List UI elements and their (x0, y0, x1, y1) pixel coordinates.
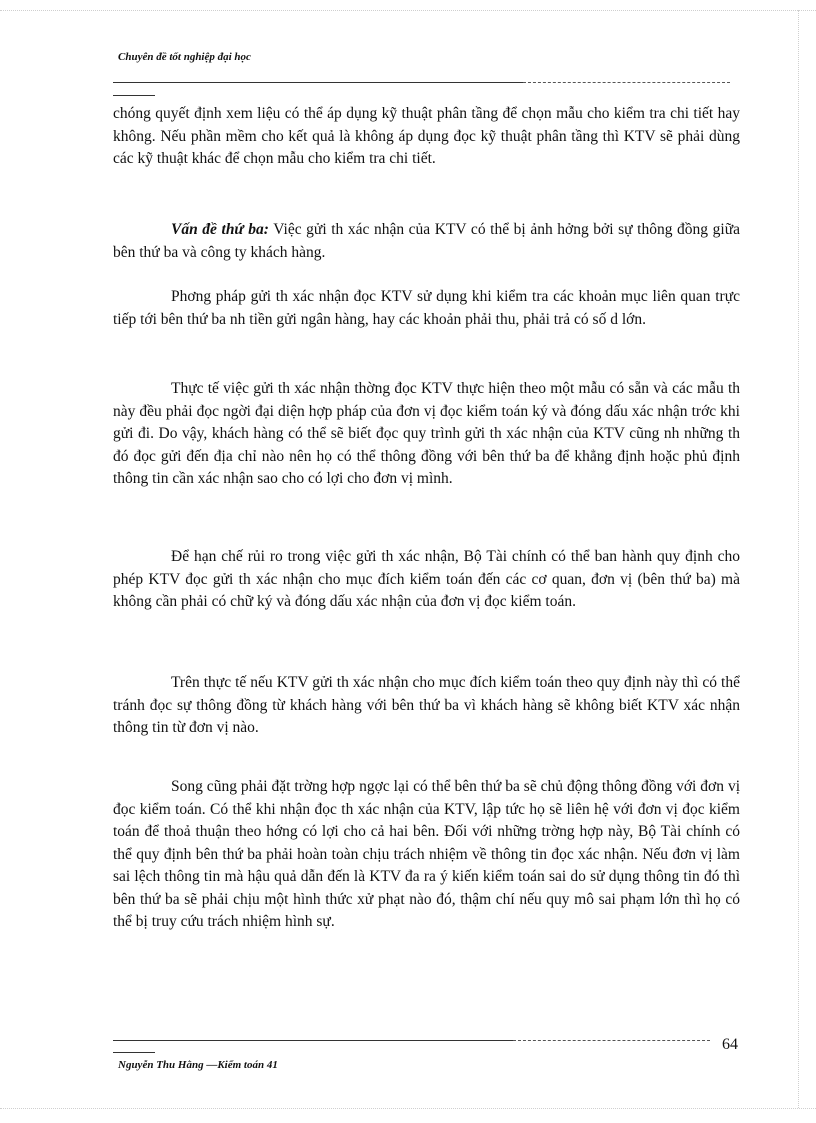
header-rule-short (113, 95, 155, 96)
paragraph-5: Để hạn chế rủi ro trong việc gửi th xác nhận, Bộ Tài chính có thể ban hành quy định cho phép KTV đọc gửi th xác nhận cho mục đích kiểm toán đến các cơ quan, đơn vị (bên thứ ba) mà không cần phải có chữ ký và đóng dấu xác nhận của đơn vị đọc kiểm toán. (113, 548, 740, 610)
footer-rule-dashed (513, 1040, 710, 1041)
footer-author: Nguyễn Thu Hằng —Kiểm toán 41 (118, 1059, 278, 1071)
footer-rule-short (113, 1052, 155, 1053)
page-edge-bottom (0, 1108, 816, 1109)
footer-rule-solid (113, 1040, 513, 1041)
page-edge-right (798, 10, 799, 1108)
paragraph-3: Phơng pháp gửi th xác nhận đọc KTV sử dụng khi kiểm tra các khoản mục liên quan trực tiếp tới bên thứ ba nh tiền gửi ngân hàng, hay các khoản phải thu, phải trả có số d lớn. (113, 288, 740, 328)
page-edge-top (0, 10, 816, 11)
paragraph-4: Thực tế việc gửi th xác nhận thờng đọc KTV thực hiện theo một mẫu có sẵn và các mẫu th này đều phải đọc ngời đại diện hợp pháp của đơn vị đọc kiểm toán ký và đóng dấu xác nhận trớc khi gửi đi. Do vậy, khách hàng có thể sẽ biết đọc quy trình gửi th xác nhận của KTV cũng nh những th đó đọc gửi đến địa chỉ nào nên họ có thể thông đồng với bên thứ ba để khẳng định hoặc phủ định thông tin cần xác nhận sao cho có lợi cho đơn vị mình. (113, 380, 740, 487)
running-header-title: Chuyên đề tốt nghiệp đại học (118, 51, 251, 63)
header-rule-dashed (523, 82, 730, 83)
paragraph-1: chóng quyết định xem liệu có thể áp dụng kỹ thuật phân tầng để chọn mẫu cho kiểm tra chi tiết hay không. Nếu phần mềm cho kết quả là không áp dụng đọc kỹ thuật phân tầng thì KTV sẽ phải dùng các kỹ thuật khác để chọn mẫu cho kiểm tra chi tiết. (113, 105, 740, 167)
paragraph-2-lead: Vấn đề thứ ba: (171, 221, 269, 238)
paragraph-7: Song cũng phải đặt trờng hợp ngợc lại có thể bên thứ ba sẽ chủ động thông đồng với đơn vị đọc kiểm toán. Có thể khi nhận đọc th xác nhận của KTV, lập tức họ sẽ liên hệ với đơn vị đọc kiểm toán để thoả thuận theo hớng có lợi cho cả hai bên. Đối với những trờng hợp này, Bộ Tài chính có thể quy định bên thứ ba phải hoàn toàn chịu trách nhiệm về thông tin đọc xác nhận. Nếu đơn vị làm sai lệch thông tin mà hậu quả dẫn đến là KTV đa ra ý kiến kiểm toán sai do sử dụng thông tin đó thì bên thứ ba sẽ phải chịu một hình thức xử phạt nào đó, thậm chí nếu quy mô sai phạm lớn thì họ có thể bị truy cứu trách nhiệm hình sự. (113, 778, 740, 930)
paragraph-2-body: Việc gửi th xác nhận của KTV có thể bị ảnh hởng bởi sự thông đồng giữa bên thứ ba và công ty khách hàng. (113, 221, 740, 261)
paragraph-2 (113, 219, 740, 264)
header-rule-solid (113, 82, 523, 83)
page-number: 64 (722, 1036, 738, 1053)
paragraph-6: Trên thực tế nếu KTV gửi th xác nhận cho mục đích kiểm toán theo quy định này thì có thể tránh đọc sự thông đồng từ khách hàng với bên thứ ba vì khách hàng sẽ không biết KTV xác nhận thông tin từ đơn vị nào. (113, 674, 740, 736)
